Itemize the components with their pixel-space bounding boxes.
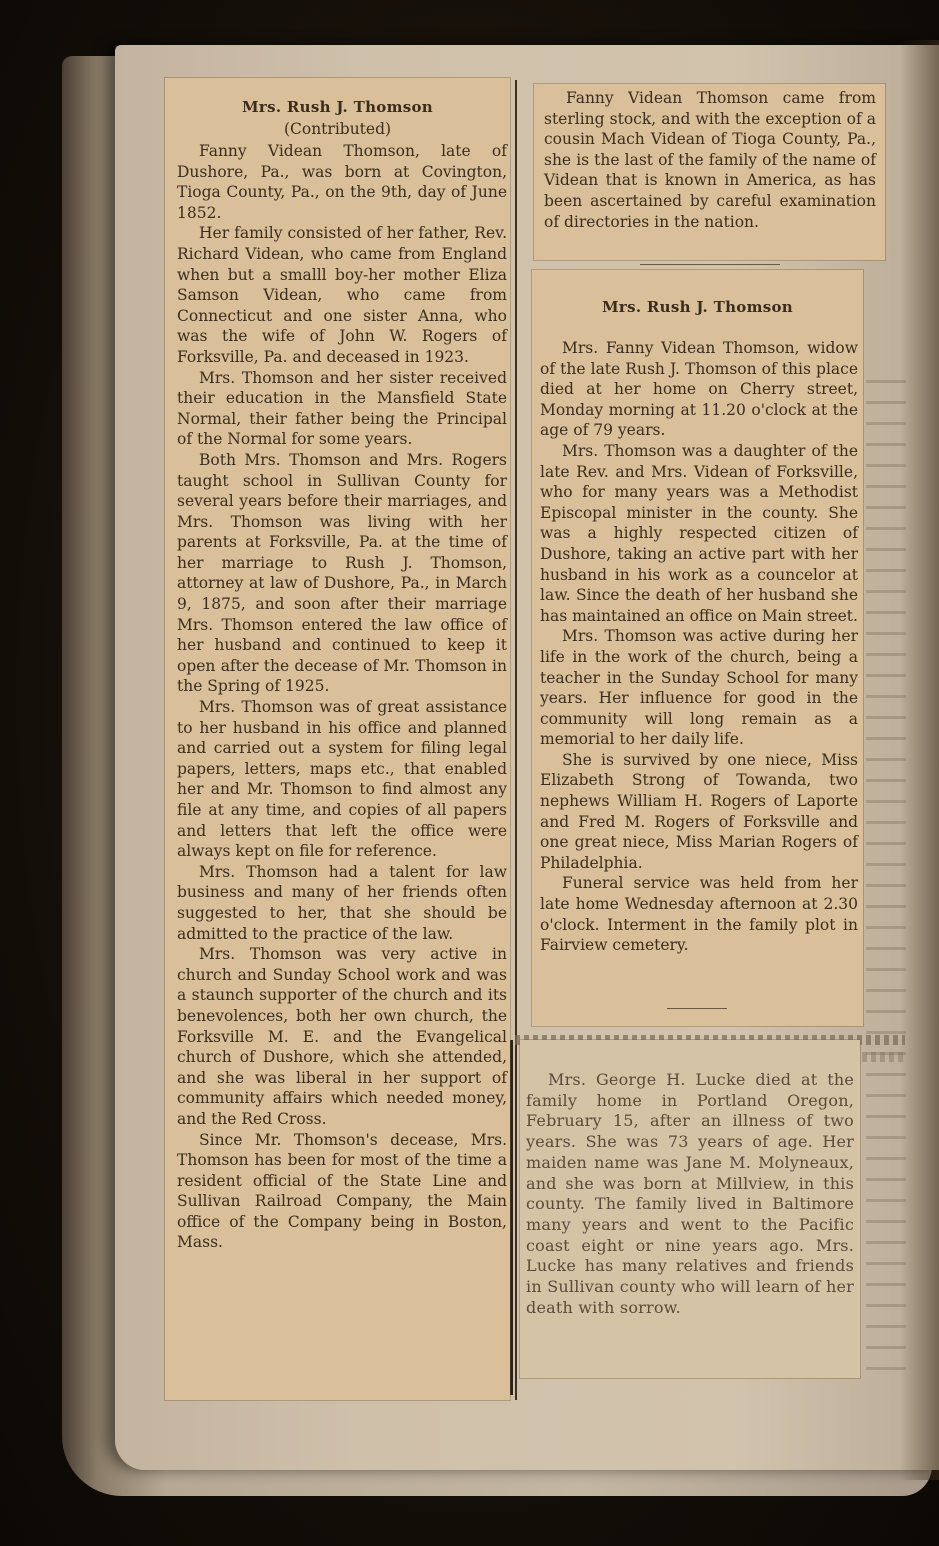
paragraph: Fanny Videan Thomson, late of Dushore, Pa., was born at Covington, Tioga County, Pa., on the 9th, day of June 1852. <box>177 142 507 222</box>
clipping-end-rule <box>667 1008 727 1009</box>
paragraph: Mrs. Thomson was active during her life in the work of the church, being a teacher in the Sunday School for many years. Her influence for good in the community will long remain as a memorial to her daily life. <box>540 627 858 749</box>
paragraph: Mrs. Thomson was of great assistance to her husband in his office and planned and carried out a system for filing legal papers, letters, maps etc., that enabled her and Mr. Thomson to find almost any file at any time, and copies of all papers and letters that left the office were always kept on file for reference. <box>177 698 507 861</box>
clipping-body <box>177 141 507 1253</box>
paragraph: Mrs. Thomson and her sister received their education in the Mansfield State Normal, their father being the Principal of the Normal for some years. <box>177 368 507 449</box>
paragraph: She is survived by one niece, Miss Elizabeth Strong of Towanda, two nephews William H. Rogers of Laporte and Fred M. Rogers of Forksville and one great niece, Miss Marian Rogers of Philadelphia. <box>540 750 858 872</box>
left-margin-fragments <box>152 200 164 1400</box>
column-rule-right <box>510 1040 513 1395</box>
paragraph: Mrs. George H. Lucke died at the family home in Portland Oregon, February 15, after an illness of two years. She was 73 years of age. Her maiden name was Jane M. Molyneaux, and she was born at Millview, in this county. The family lived in Baltimore many years and went to the Pacific coast eight or nine years ago. Mrs. Lucke has many relatives and friends in Sullivan county who will learn of her death with sorrow. <box>526 1070 854 1317</box>
clipping-body <box>526 1070 854 1318</box>
family-lineage-clipping <box>534 84 885 260</box>
paragraph: Mrs. Thomson had a talent for law business and many of her friends often suggested to her, that she should be admitted to the practice of the law. <box>177 862 507 943</box>
paragraph: Fanny Videan Thomson came from sterling stock, and with the exception of a cousin Mach Videan of Tioga County, Pa., she is the last of the family of the name of Videan that is known in America, as has been ascertained by careful examination of directories in the nation. <box>544 89 876 231</box>
clipping-subtitle: (Contributed) <box>283 120 392 138</box>
paragraph: Mrs. Thomson was a daughter of the late Rev. and Mrs. Videan of Forksville, who for many years was a Methodist Episcopal minister in the county. She was a highly respected citizen of Dushore, taking an active part with her husband in his work as a councelor at law. Since the death of her husband she has maintained an office on Main street. <box>540 441 858 625</box>
obituary-clipping-contributed <box>165 78 510 1400</box>
paragraph: Since Mr. Thomson's decease, Mrs. Thomson has been for most of the time a resident official of the State Line and Sullivan Railroad Company, the Main office of the Company being in Boston, Mass. <box>177 1130 507 1252</box>
column-rule <box>515 80 517 1400</box>
paragraph: Funeral service was held from her late home Wednesday afternoon at 2.30 o'clock. Interment in the family plot in Fairview cemetery. <box>540 874 858 955</box>
clipping-title: Mrs. Rush J. Thomson <box>241 98 434 116</box>
paragraph: Mrs. Thomson was very active in church and Sunday School work and was a staunch supporter of the church and its benevolences, both her own church, the Forksville M. E. and the Evangelical church of Dushore, which she attended, and she was liberal in her support of community affairs which needed money, and the Red Cross. <box>177 945 507 1128</box>
clipping-body <box>540 338 858 956</box>
paragraph: Both Mrs. Thomson and Mrs. Rogers taught school in Sullivan County for several years before their marriages, and Mrs. Thomson was living with her parents at Forksville, Pa. at the time of her marriage to Rush J. Thomson, attorney at law of Dushore, Pa., in March 9, 1875, and soon after their marriage Mrs. Thomson entered the law office of her husband and continued to keep it open after the decease of Mr. Thomson in the Spring of 1925. <box>177 450 507 696</box>
obituary-clipping-notice <box>532 270 863 1026</box>
clipping-divider <box>640 264 780 265</box>
paragraph: Mrs. Fanny Videan Thomson, widow of the late Rush J. Thomson of this place died at her home on Cherry street, Monday morning at 11.20 o'clock at the age of 79 years. <box>540 339 858 440</box>
clipping-body <box>544 88 876 232</box>
right-margin-fragments <box>866 380 906 1380</box>
lucke-obituary-clipping <box>520 1040 860 1378</box>
clipping-title: Mrs. Rush J. Thomson <box>601 298 794 316</box>
paragraph: Her family consisted of her father, Rev. Richard Videan, who came from England when but a smalll boy-her mother Eliza Samson Videan, who came from Connecticut and one sister Anna, who was the wife of John W. Rogers of Forksville, Pa. and deceased in 1923. <box>177 224 507 366</box>
